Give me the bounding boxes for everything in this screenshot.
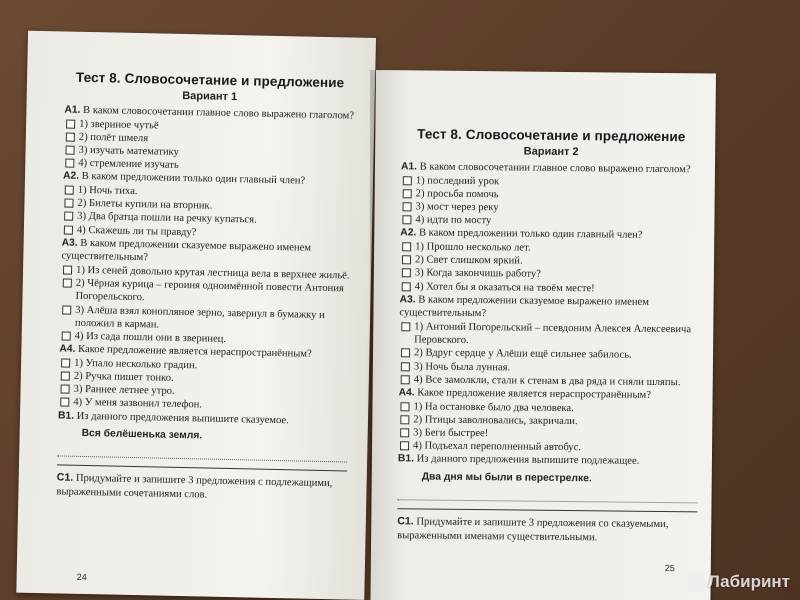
option-text: 1) звериное чутьё xyxy=(79,118,159,132)
checkbox[interactable] xyxy=(400,402,409,411)
checkbox[interactable] xyxy=(401,349,410,358)
option-text: 4) стремление изучать xyxy=(78,157,179,172)
option-text: 1) Из сеней довольно крутая лестница вела в верхнее жильё. xyxy=(75,264,350,282)
option-text: 3) Беги быстрее! xyxy=(413,427,489,440)
page-title: Тест 8. Словосочетание и предложение xyxy=(75,69,345,91)
checkbox[interactable] xyxy=(60,385,69,394)
option-text: 4) Скажешь ли ты правду? xyxy=(76,224,197,238)
option-text: 2) Ручка пишет тонко. xyxy=(73,370,174,384)
watermark xyxy=(687,572,790,592)
question-text: В каком предложении сказуемое выражено именем существительным? xyxy=(399,294,650,320)
option-text: 4) Хотел бы я оказаться на твоём месте! xyxy=(414,281,595,294)
checkbox[interactable] xyxy=(402,255,411,264)
option-text: 2) Чёрная курица – героиня одноимённой повести Антония Погорельского. xyxy=(75,277,344,304)
right-page-content xyxy=(397,126,701,545)
variant-label: Вариант 2 xyxy=(523,145,579,159)
option-text: 4) У меня зазвонил телефон. xyxy=(73,397,203,411)
question-text: Из данного предложения выпишите подлежащее. xyxy=(416,453,640,468)
question-text: В каком словосочетании главное слово выражено глаголом? xyxy=(419,161,691,176)
answer-option[interactable] xyxy=(399,320,699,350)
task-c1 xyxy=(397,508,697,545)
option-text: 1) На остановке было два человека. xyxy=(413,401,574,414)
option-text: 1) Упало несколько градин. xyxy=(74,357,198,372)
checkbox[interactable] xyxy=(63,279,72,288)
question-label: А3. xyxy=(61,237,78,249)
question xyxy=(399,293,699,323)
option-text: 1) последний урок xyxy=(415,175,500,187)
question-text: В каком словосочетании главное слово выражено глаголом? xyxy=(82,104,355,122)
checkbox[interactable] xyxy=(64,212,73,221)
task-text: Придумайте и запишите 3 предложения с подлежащими, выраженными сочетаниями слов. xyxy=(56,473,333,501)
checkbox[interactable] xyxy=(64,225,73,234)
question-label: А4. xyxy=(59,343,76,355)
option-text: 4) идти по мосту xyxy=(415,214,492,227)
option-text: 2) Птицы заволновались, закричали. xyxy=(413,414,578,427)
checkbox[interactable] xyxy=(64,199,73,208)
given-sentence: Два дня мы были в перестрелке. xyxy=(421,471,592,485)
checkbox[interactable] xyxy=(66,119,75,128)
option-text: 3) мост через реку xyxy=(415,201,499,214)
option-text: 4) Из сада пошли они в зверинец. xyxy=(74,330,227,345)
checkbox[interactable] xyxy=(62,331,71,340)
page-title: Тест 8. Словосочетание и предложение xyxy=(417,126,686,145)
option-text: 2) Свет слишком яркий. xyxy=(414,254,523,267)
option-text: 2) Билеты купили на вторник. xyxy=(77,197,213,212)
question-label: В1. xyxy=(57,410,75,422)
option-text: 1) Антоний Погорельский – псевдоним Алексея Алексеевича Перовского. xyxy=(414,321,692,347)
question-label: А3. xyxy=(399,294,416,306)
option-text: 2) просьба помочь xyxy=(415,188,499,201)
open-book xyxy=(28,30,718,600)
page-number: 24 xyxy=(76,571,87,583)
given-sentence: Вся белёшенька земля. xyxy=(81,428,203,442)
option-text: 3) Когда закончишь работу? xyxy=(414,267,541,281)
question-text: В каком предложении сказуемое выражено именем существительным? xyxy=(61,237,312,264)
checkbox[interactable] xyxy=(403,189,412,198)
left-page xyxy=(16,31,376,600)
option-text: 3) изучать математику xyxy=(78,144,179,158)
checkbox[interactable] xyxy=(65,186,74,195)
watermark-text: Лабиринт xyxy=(707,572,790,591)
question-label: А1. xyxy=(64,104,81,116)
checkbox[interactable] xyxy=(65,159,74,168)
checkbox[interactable] xyxy=(400,428,409,437)
checkbox[interactable] xyxy=(401,375,410,384)
option-text: 4) Все замолкли, стали к стенам в два ряда и сняли шляпы. xyxy=(413,374,681,389)
task-label: С1. xyxy=(56,471,74,484)
question-label: А2. xyxy=(400,227,417,239)
page-number: 25 xyxy=(664,563,675,574)
checkbox[interactable] xyxy=(402,269,411,278)
question-label: А1. xyxy=(400,161,418,173)
checkbox[interactable] xyxy=(402,242,411,251)
checkbox[interactable] xyxy=(401,362,410,371)
question-text: Какое предложение является нераспространённым? xyxy=(417,387,652,401)
question-label: А2. xyxy=(62,170,80,183)
right-page xyxy=(370,70,716,600)
checkbox[interactable] xyxy=(402,282,411,291)
question-text: Какое предложение является нераспространённым? xyxy=(77,344,312,360)
question-text: В каком предложении только один главный член? xyxy=(81,171,306,187)
option-text: 2) Вдруг сердце у Алёши ещё сильнее забилось. xyxy=(413,347,632,362)
task-text: Придумайте и запишите 3 предложения со сказуемыми, выраженными именами существительными. xyxy=(397,516,669,543)
option-text: 4) Подъехал переполненный автобус. xyxy=(413,440,582,454)
checkbox[interactable] xyxy=(402,215,411,224)
checkbox[interactable] xyxy=(403,202,412,211)
answer-lines[interactable] xyxy=(57,445,347,463)
checkbox[interactable] xyxy=(63,265,72,274)
checkbox[interactable] xyxy=(66,132,75,141)
option-text: 1) Ночь тиха. xyxy=(77,184,138,198)
option-text: 3) Раннее летнее утро. xyxy=(73,383,175,398)
task-c1 xyxy=(56,465,347,505)
task-label: С1. xyxy=(397,515,414,528)
variant-label: Вариант 1 xyxy=(182,89,238,104)
checkbox[interactable] xyxy=(65,146,74,155)
checkbox[interactable] xyxy=(400,415,409,424)
checkbox[interactable] xyxy=(61,371,70,380)
question-text: Из данного предложения выпишите сказуемое. xyxy=(76,410,289,426)
checkbox[interactable] xyxy=(400,441,409,450)
option-text: 3) Ночь была лунная. xyxy=(413,361,511,374)
labirint-logo-icon xyxy=(687,572,705,592)
option-text: 3) Алёша взял конопляное зерно, завернул в бумажку и положил в карман. xyxy=(74,304,325,331)
checkbox[interactable] xyxy=(401,322,410,331)
question-label: В1. xyxy=(397,453,415,465)
answer-lines[interactable] xyxy=(397,488,697,503)
option-text: 2) полёт шмеля xyxy=(78,131,149,145)
question-label: А4. xyxy=(398,387,415,399)
checkbox[interactable] xyxy=(61,358,70,367)
question-text: В каком предложении только один главный член? xyxy=(418,227,643,242)
option-text: 3) Два братца пошли на речку купаться. xyxy=(77,211,257,226)
checkbox[interactable] xyxy=(403,176,412,185)
left-page-content xyxy=(56,69,355,504)
checkbox[interactable] xyxy=(62,305,71,314)
checkbox[interactable] xyxy=(60,398,69,407)
option-text: 1) Прошло несколько лет. xyxy=(415,241,531,254)
